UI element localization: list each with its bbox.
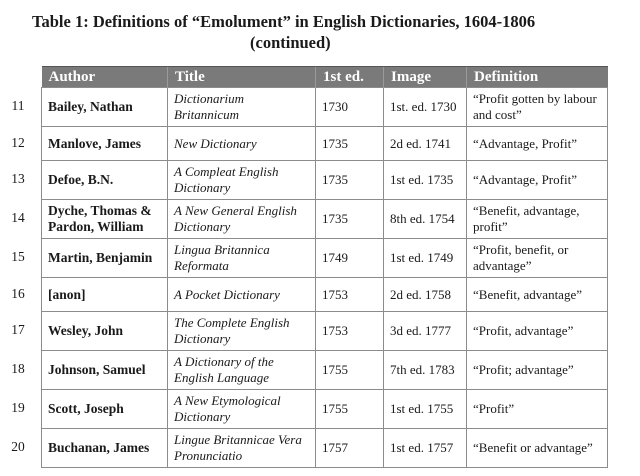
table-row bbox=[42, 239, 608, 278]
row-number: 14 bbox=[11, 210, 25, 225]
table-header-row bbox=[42, 67, 608, 88]
cell-image: 8th ed. 1754 bbox=[384, 200, 467, 239]
cell-author: Buchanan, James bbox=[42, 429, 168, 468]
cell-definition: “Advantage, Profit” bbox=[467, 161, 608, 200]
cell-author: Dyche, Thomas & Pardon, William bbox=[42, 200, 168, 239]
cell-author: Wesley, John bbox=[42, 312, 168, 351]
cell-title: A Pocket Dictionary bbox=[168, 278, 316, 312]
table-row bbox=[42, 88, 608, 127]
cell-title: A New General English Dictionary bbox=[168, 200, 316, 239]
row-number: 11 bbox=[11, 98, 25, 113]
cell-first-ed: 1735 bbox=[316, 200, 384, 239]
cell-image: 7th ed. 1783 bbox=[384, 351, 467, 390]
cell-definition: “Profit, advantage” bbox=[467, 312, 608, 351]
cell-title: The Complete English Dictionary bbox=[168, 312, 316, 351]
cell-author: Defoe, B.N. bbox=[42, 161, 168, 200]
cell-title: A New Etymological Dictionary bbox=[168, 390, 316, 429]
cell-image: 1st ed. 1755 bbox=[384, 390, 467, 429]
column-header-author: Author bbox=[42, 67, 168, 88]
cell-image: 1st. ed. 1730 bbox=[384, 88, 467, 127]
column-header-title: Title bbox=[168, 67, 316, 88]
cell-first-ed: 1735 bbox=[316, 127, 384, 161]
cell-definition: “Benefit, advantage” bbox=[467, 278, 608, 312]
cell-definition: “Profit gotten by labour and cost” bbox=[467, 88, 608, 127]
cell-title: New Dictionary bbox=[168, 127, 316, 161]
cell-first-ed: 1753 bbox=[316, 278, 384, 312]
cell-author: Manlove, James bbox=[42, 127, 168, 161]
cell-title: Lingue Britannicae Vera Pronunciatio bbox=[168, 429, 316, 468]
column-header-definition: Definition bbox=[467, 67, 608, 88]
row-number: 18 bbox=[11, 361, 25, 376]
column-header-first-ed: 1st ed. bbox=[316, 67, 384, 88]
cell-title: Lingua Britannica Reformata bbox=[168, 239, 316, 278]
row-number: 13 bbox=[11, 171, 25, 186]
cell-first-ed: 1757 bbox=[316, 429, 384, 468]
cell-first-ed: 1749 bbox=[316, 239, 384, 278]
row-number: 12 bbox=[11, 134, 25, 150]
cell-first-ed: 1735 bbox=[316, 161, 384, 200]
cell-definition: “Profit” bbox=[467, 390, 608, 429]
cell-definition: “Advantage, Profit” bbox=[467, 127, 608, 161]
table-row bbox=[42, 278, 608, 312]
row-number: 15 bbox=[11, 249, 25, 264]
row-number: 16 bbox=[11, 285, 25, 301]
row-number: 20 bbox=[11, 439, 25, 454]
cell-image: 1st ed. 1749 bbox=[384, 239, 467, 278]
cell-image: 1st ed. 1735 bbox=[384, 161, 467, 200]
cell-image: 3d ed. 1777 bbox=[384, 312, 467, 351]
cell-image: 1st ed. 1757 bbox=[384, 429, 467, 468]
table-row bbox=[42, 127, 608, 161]
cell-author: [anon] bbox=[42, 278, 168, 312]
cell-image: 2d ed. 1758 bbox=[384, 278, 467, 312]
cell-title: A Compleat English Dictionary bbox=[168, 161, 316, 200]
column-header-image: Image bbox=[384, 67, 467, 88]
cell-definition: “Benefit, advantage, profit” bbox=[467, 200, 608, 239]
row-number: 19 bbox=[11, 400, 25, 415]
cell-image: 2d ed. 1741 bbox=[384, 127, 467, 161]
cell-definition: “Profit, benefit, or advantage” bbox=[467, 239, 608, 278]
cell-first-ed: 1755 bbox=[316, 351, 384, 390]
table-row bbox=[42, 429, 608, 468]
table-row bbox=[42, 390, 608, 429]
table-row bbox=[42, 351, 608, 390]
cell-author: Martin, Benjamin bbox=[42, 239, 168, 278]
cell-definition: “Benefit or advantage” bbox=[467, 429, 608, 468]
cell-title: A Dictionary of the English Language bbox=[168, 351, 316, 390]
caption-title: Table 1: Definitions of “Emolument” in English Dictionaries, 1604-1806 bbox=[32, 12, 536, 31]
cell-author: Scott, Joseph bbox=[42, 390, 168, 429]
table-row bbox=[42, 161, 608, 200]
definitions-table bbox=[41, 66, 608, 468]
cell-first-ed: 1730 bbox=[316, 88, 384, 127]
caption-continued: (continued) bbox=[250, 33, 331, 52]
cell-author: Johnson, Samuel bbox=[42, 351, 168, 390]
cell-definition: “Profit; advantage” bbox=[467, 351, 608, 390]
cell-first-ed: 1755 bbox=[316, 390, 384, 429]
cell-title: Dictionarium Britannicum bbox=[168, 88, 316, 127]
table-row bbox=[42, 312, 608, 351]
row-number: 17 bbox=[11, 322, 25, 337]
cell-first-ed: 1753 bbox=[316, 312, 384, 351]
table-row bbox=[42, 200, 608, 239]
cell-author: Bailey, Nathan bbox=[42, 88, 168, 127]
